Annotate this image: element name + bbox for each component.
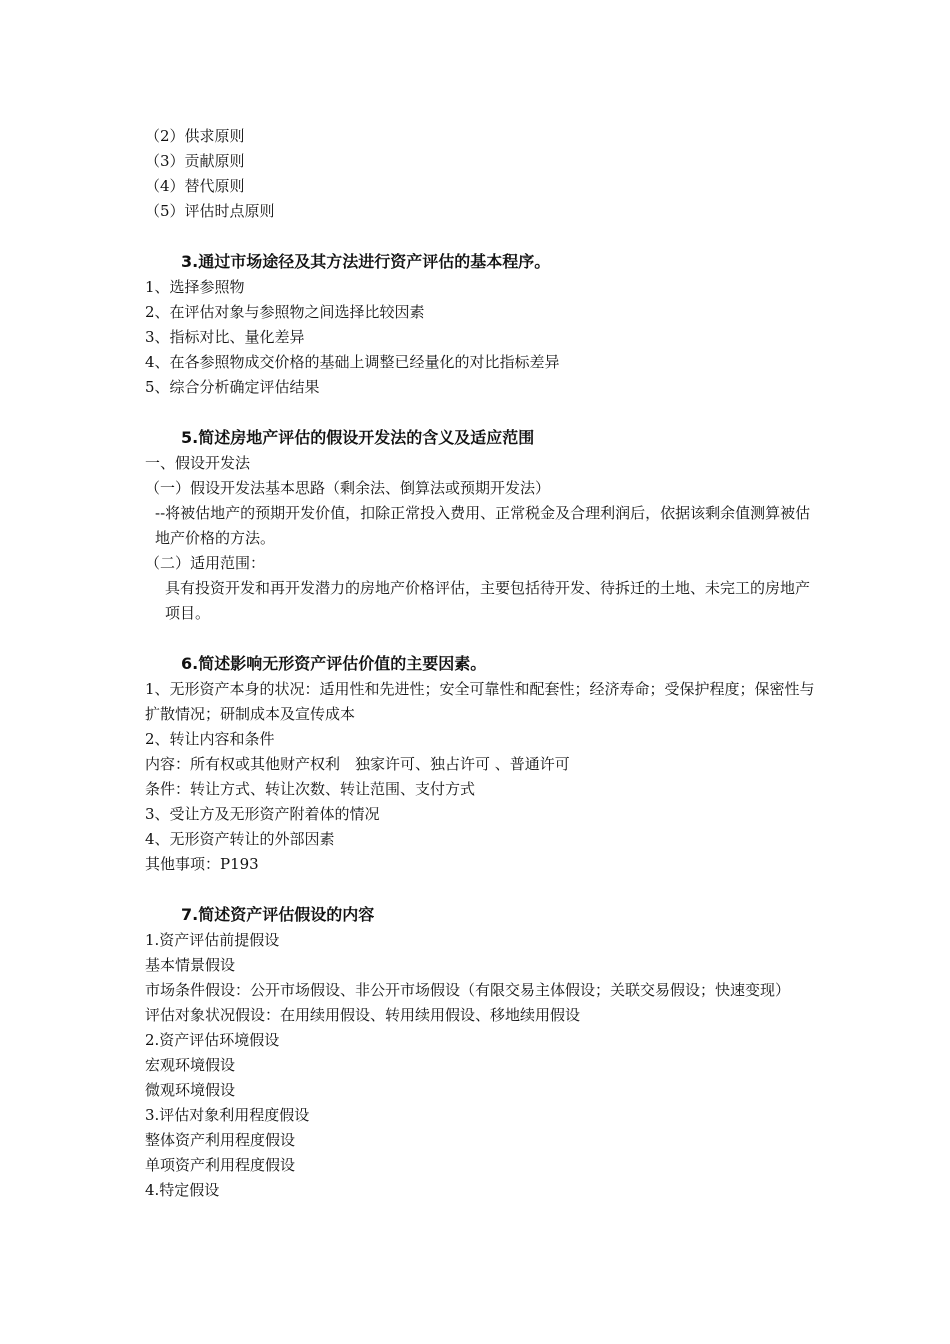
principle-item: （2）供求原则 (145, 127, 245, 145)
section5-paragraph: --将被估地产的预期开发价值，扣除正常投入费用、正常税金及合理利润后，依据该剩余值测算被估地产价格的方法。 (155, 504, 811, 547)
section7-line: 整体资产利用程度假设 (145, 1131, 296, 1149)
section7-line: 微观环境假设 (145, 1081, 236, 1099)
section7-line: 基本情景假设 (145, 956, 236, 974)
section3-item: 1、选择参照物 (145, 278, 245, 296)
section7-line: 评估对象状况假设：在用续用假设、转用续用假设、移地续用假设 (145, 1006, 581, 1024)
section6-paragraph: 1、无形资产本身的状况：适用性和先进性；安全可靠性和配套性；经济寿命；受保护程度；保密性与扩散情况；研制成本及宣传成本 (145, 680, 815, 723)
section3-item: 5、综合分析确定评估结果 (145, 378, 320, 396)
section7-heading: 7.简述资产评估假设的内容 (181, 905, 375, 924)
section6-line: 内容：所有权或其他财产权利 独家许可、独占许可 、普通许可 (145, 755, 570, 773)
principle-item: （4）替代原则 (145, 177, 245, 195)
section7-line: 单项资产利用程度假设 (145, 1156, 296, 1174)
section3-heading: 3.通过市场途径及其方法进行资产评估的基本程序。 (181, 252, 551, 271)
section5-line: 一、假设开发法 (145, 454, 251, 472)
section7-line: 宏观环境假设 (145, 1056, 236, 1074)
section6-heading: 6.简述影响无形资产评估价值的主要因素。 (181, 654, 487, 673)
section7-line: 2.资产评估环境假设 (145, 1031, 280, 1049)
section6-line: 4、无形资产转让的外部因素 (145, 830, 335, 848)
section5-line: （二）适用范围： (145, 554, 266, 572)
section3-item: 4、在各参照物成交价格的基础上调整已经量化的对比指标差异 (145, 353, 560, 371)
section7-line: 4.特定假设 (145, 1181, 220, 1199)
document-body (145, 124, 815, 1203)
section5-paragraph: 具有投资开发和再开发潜力的房地产价格评估，主要包括待开发、待拆迁的土地、未完工的房地产项目。 (165, 579, 811, 622)
section7-paragraph: 市场条件假设：公开市场假设、非公开市场假设（有限交易主体假设；关联交易假设；快速变现） (145, 981, 791, 999)
principle-item: （5）评估时点原则 (145, 202, 275, 220)
principle-item: （3）贡献原则 (145, 152, 245, 170)
section5-heading: 5.简述房地产评估的假设开发法的含义及适应范围 (181, 428, 535, 447)
section3-item: 3、指标对比、量化差异 (145, 328, 305, 346)
section6-line: 2、转让内容和条件 (145, 730, 275, 748)
section6-line: 其他事项：P193 (145, 855, 259, 873)
section7-line: 1.资产评估前提假设 (145, 931, 280, 949)
section6-line: 条件：转让方式、转让次数、转让范围、支付方式 (145, 780, 476, 798)
section3-item: 2、在评估对象与参照物之间选择比较因素 (145, 303, 425, 321)
section5-line: （一）假设开发法基本思路（剩余法、倒算法或预期开发法） (145, 479, 551, 497)
section7-line: 3.评估对象利用程度假设 (145, 1106, 310, 1124)
section6-line: 3、受让方及无形资产附着体的情况 (145, 805, 380, 823)
